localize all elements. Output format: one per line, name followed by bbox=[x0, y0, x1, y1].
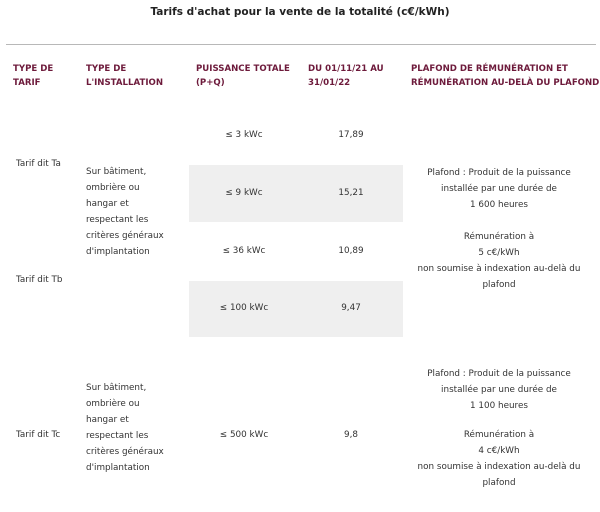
text-line: Sur bâtiment, bbox=[86, 383, 147, 393]
text-line: 4 c€/kWh bbox=[478, 446, 520, 456]
text-line: installée par une durée de bbox=[441, 385, 557, 395]
header-line: L'INSTALLATION bbox=[86, 78, 164, 88]
text-line: non soumise à indexation au-delà du bbox=[417, 264, 581, 274]
text-line: critères généraux bbox=[86, 231, 164, 241]
installation-description-1 bbox=[86, 164, 164, 260]
power-3kwc: ≤ 3 kWc bbox=[225, 130, 263, 140]
text-line: 5 c€/kWh bbox=[478, 248, 520, 258]
text-line: Rémunération à bbox=[463, 430, 535, 440]
header-line: TARIF bbox=[13, 78, 41, 88]
header-line: PUISSANCE TOTALE bbox=[196, 64, 290, 74]
text-line: plafond bbox=[482, 478, 516, 488]
rate-9kwc: 15,21 bbox=[338, 188, 364, 198]
header-line: TYPE DE bbox=[13, 64, 54, 74]
header-line: 31/01/22 bbox=[308, 78, 351, 88]
installation-description-2 bbox=[86, 380, 164, 476]
header-divider bbox=[6, 44, 596, 45]
text-line: respectant les bbox=[86, 431, 149, 441]
plafond-text-1 bbox=[406, 165, 592, 213]
header-plafond bbox=[411, 62, 599, 90]
tarif-ta-label: Tarif dit Ta bbox=[16, 159, 61, 169]
rate-500kwc: 9,8 bbox=[344, 430, 358, 440]
header-puissance bbox=[196, 62, 290, 90]
text-line: plafond bbox=[482, 280, 516, 290]
text-line: respectant les bbox=[86, 215, 149, 225]
header-line: (P+Q) bbox=[196, 78, 225, 88]
text-line: Plafond : Produit de la puissance bbox=[427, 168, 571, 178]
rate-3kwc: 17,89 bbox=[338, 130, 364, 140]
text-line: 1 100 heures bbox=[470, 401, 528, 411]
text-line: installée par une durée de bbox=[441, 184, 557, 194]
text-line: Plafond : Produit de la puissance bbox=[427, 369, 571, 379]
remuneration-text-1 bbox=[406, 229, 592, 293]
text-line: d'implantation bbox=[86, 463, 150, 473]
text-line: non soumise à indexation au-delà du bbox=[417, 462, 581, 472]
header-line: PLAFOND DE RÉMUNÉRATION ET bbox=[411, 64, 568, 74]
text-line: Rémunération à bbox=[463, 232, 535, 242]
header-line: TYPE DE bbox=[86, 64, 127, 74]
power-100kwc: ≤ 100 kWc bbox=[219, 303, 269, 313]
text-line: ombrière ou bbox=[86, 399, 140, 409]
table-title: Tarifs d'achat pour la vente de la totalité (c€/kWh) bbox=[150, 6, 450, 18]
power-9kwc: ≤ 9 kWc bbox=[225, 188, 263, 198]
text-line: hangar et bbox=[86, 415, 129, 425]
remuneration-text-2 bbox=[406, 427, 592, 491]
text-line: 1 600 heures bbox=[470, 200, 528, 210]
rate-100kwc: 9,47 bbox=[341, 303, 361, 313]
tarif-tc-label: Tarif dit Tc bbox=[16, 430, 61, 440]
text-line: ombrière ou bbox=[86, 183, 140, 193]
text-line: critères généraux bbox=[86, 447, 164, 457]
power-36kwc: ≤ 36 kWc bbox=[222, 246, 266, 256]
header-periode bbox=[308, 62, 384, 90]
header-type-installation bbox=[86, 62, 163, 90]
header-line: RÉMUNÉRATION AU-DELÀ DU PLAFOND bbox=[411, 78, 600, 88]
text-line: d'implantation bbox=[86, 247, 150, 257]
text-line: Sur bâtiment, bbox=[86, 167, 147, 177]
power-500kwc: ≤ 500 kWc bbox=[219, 430, 269, 440]
plafond-text-2 bbox=[406, 366, 592, 414]
header-line: DU 01/11/21 AU bbox=[308, 64, 384, 74]
tarif-tb-label: Tarif dit Tb bbox=[16, 275, 63, 285]
text-line: hangar et bbox=[86, 199, 129, 209]
header-type-tarif bbox=[13, 62, 53, 90]
rate-36kwc: 10,89 bbox=[338, 246, 364, 256]
